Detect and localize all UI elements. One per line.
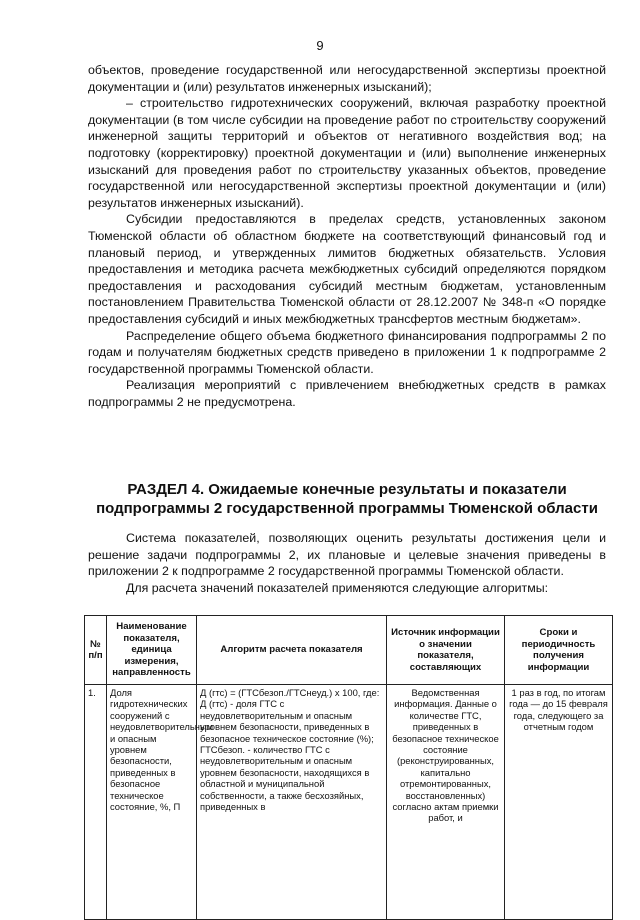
cell-num: 1. (85, 685, 107, 920)
section-heading: РАЗДЕЛ 4. Ожидаемые конечные результаты и показатели подпрограммы 2 государственной программы Тюменской области (96, 481, 598, 517)
paragraph: Система показателей, позволяющих оценить результаты достижения цели и решение задачи подпрограммы 2, их плановые и целевые значения приведены в приложении 2 к подпрограмме 2 государственной программы Тюменской области. (88, 531, 606, 579)
table-header-row (85, 616, 613, 685)
paragraph: Реализация мероприятий с привлечением внебюджетных средств в рамках подпрограммы 2 не предусмотрена. (88, 378, 606, 409)
indicator-table (84, 615, 613, 920)
paragraph: объектов, проведение государственной или негосударственной экспертизы проектной документации и (или) результатов инженерных изысканий); (88, 63, 606, 94)
column-header: № п/п (85, 616, 107, 685)
column-header: Наименование показателя, единица измерения, направленность (107, 616, 197, 685)
column-header: Источник информации о значении показателя, составляющих (387, 616, 505, 685)
column-header: Алгоритм расчета показателя (197, 616, 387, 685)
body-text-bottom (88, 530, 606, 596)
cell-algorithm: Д (гтс) = (ГТСбезоп./ГТСнеуд.) х 100, где: Д (гтс) - доля ГТС с неудовлетворительным и опасным уровнем безопасности, приведенных в безопасное техническое состояние (%); ГТСбезоп. - количество ГТС с неудовлетворительным и опасным уровнем безопасности, находящихся в областной и муниципальной собственности, а также бесхозяйных, приведенных в (197, 685, 387, 920)
body-text-top (88, 62, 606, 410)
column-header: Сроки и периодичность получения информации (505, 616, 613, 685)
paragraph: Распределение общего объема бюджетного финансирования подпрограммы 2 по годам и получателям бюджетных средств приведено в приложении 1 к подпрограмме 2 государственной программы Тюменской области. (88, 328, 606, 376)
table-row (85, 685, 613, 920)
cell-period: 1 раз в год, по итогам года — до 15 февраля года, следующего за отчетным годом (505, 685, 613, 920)
cell-source: Ведомственная информация. Данные о количестве ГТС, приведенных в безопасное техническое состояние (реконструированных, капитально отремонтированных, восстановленных) согласно актам приемки работ, и (387, 685, 505, 920)
paragraph: – строительство гидротехнических сооружений, включая разработку проектной документации (в том числе субсидии на проведение работ по строительству сооружений инженерной защиты территорий и объектов от негативного воздействия вод; на подготовку (корректировку) проектной документации и (или) выполнение инженерных изысканий для проведения работ по строительству указанных объектов, проведение государственной или негосударственной экспертизы проектной документации и (или) результатов инженерных изысканий). (88, 96, 606, 210)
paragraph: Для расчета значений показателей применяются следующие алгоритмы: (126, 580, 549, 595)
cell-name: Доля гидротехнических сооружений с неудовлетворительным и опасным уровнем безопасности, приведенных в безопасное техническое состояние, %, П (107, 685, 197, 920)
page-number: 9 (316, 38, 324, 53)
paragraph: Субсидии предоставляются в пределах средств, установленных законом Тюменской области об областном бюджете на соответствующий финансовый год и плановый период, и утвержденных лимитов бюджетных обязательств. Условия предоставления и методика расчета межбюджетных субсидий определяются порядком предоставления и расходования субсидий местным бюджетам, установленным постановлением Правительства Тюменской области от 28.12.2007 № 348-п «О порядке предоставления субсидий и иных межбюджетных трансфертов местным бюджетам». (88, 212, 606, 326)
